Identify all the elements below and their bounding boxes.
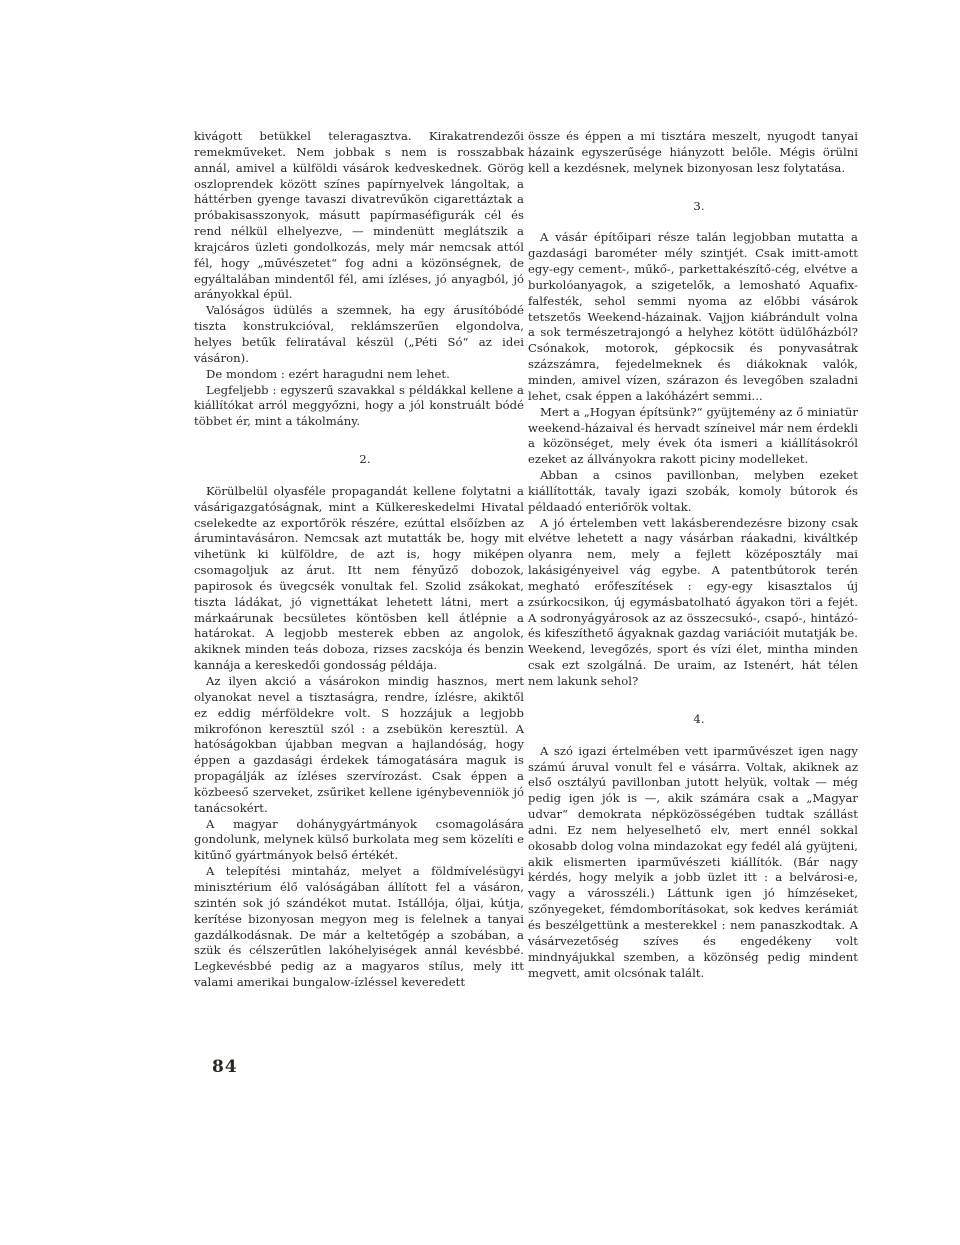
paragraph: Legfeljebb : egyszerű szavakkal s példákkal kellene a kiállítókat arról meggyőzni, hogy a jól konstruált bódé többet ér, mint a tákolmány.: [194, 382, 524, 429]
section-heading-3: 3.: [693, 198, 705, 213]
page-number: 84: [212, 1057, 238, 1077]
paragraph: A szó igazi értelmében vett iparművészet igen nagy számú áruval vonult fel e vásárra. Voltak, akiknek az első osztályú pavillonban jutott helyük, voltak — még pedig igen jók is —, akik számára csak a „Magyar udvar“ demokrata népközösségében tudtak szállást adni. Ez nem helyeselhető elv, mert ennél sokkal okosabb dolog volna mindazokat egy fedél alá gyüjteni, akik elismerten iparművészeti kiállítók. (Bár nagy kérdés, hogy melyik a jobb üzlet itt : a belvárosi-e, vagy a városszéli.) Láttunk igen jó hímzéseket, szőnyegeket, fémdomborításokat, sok kedves kerámiát és beszélgettünk a mesterekkel : nem panaszkodtak. A vásárvezetőség szíves és engedékeny volt mindnyájukkal szemben, a közönség pedig mindent megvett, amit olcsónak talált.: [528, 743, 858, 980]
paragraph: Az ilyen akció a vásárokon mindig hasznos, mert olyanokat nevel a tisztaságra, rendre, ízlésre, akiktől ez eddig mérföldekre volt. S hozzájuk a legjobb mikrofónon keresztül szól : a zsebükön keresztül. A hatóságokban újabban megvan a hajlandóság, hogy éppen a gazdasági érdekek támogatására maguk is propagálják az ízléses szervírozást. Csak éppen a közbeeső szerveket, zsűriket kellene igénybevenniök jó tanácsokért.: [194, 674, 524, 815]
paragraph: Mert a „Hogyan építsünk?“ gyüjtemény az ő miniatür weekend-házaival és hervadt színeivel már nem érdekli a közönséget, mely évek óta ismeri a kiállításokról ezeket az állványokra rakott piciny modelleket.: [528, 404, 858, 467]
paragraph: A magyar dohánygyártmányok csomagolására gondolunk, melynek külső burkolata meg sem közelíti e kitűnő gyártmányok belső értékét.: [194, 816, 524, 863]
paragraph: A jó értelemben vett lakásberendezésre bizony csak elvétve lehetett a nagy vásárban ráakadni, kiváltkép olyanra nem, mely a fejlett középosztály mai lakásigényeivel vág egybe. A patentbútorok terén megható erőfeszítések : egy-egy kisasztalos új zsúrkocsikon, új egymásbatolható ágyakon töri a fejét. A sodronyágyárosok az az összecsukó-, csapó-, hintázó- és kifeszíthető ágyaknak gazdag variációit mutatják be. Weekend, levegőzés, sport és vízi élet, mintha minden csak ezt szolgálná. De uraim, az Istenért, hát télen nem lakunk sehol?: [528, 515, 858, 688]
section-heading-4: 4.: [693, 711, 705, 726]
paragraph: kivágott betükkel teleragasztva. Kirakatrendezői remekműveket. Nem jobbak s nem is rosszabbak annál, amivel a külföldi vásárok kedveskednek. Görög oszloprendek között színes papírnyelvek lángoltak, a háttérben gyenge tavaszi divatrevűkön cigarettáztak a próbakisasszonyok, másutt papírmaséfigurák cél és rend nélkül elhelyezve, — mindenütt meglátszik a krajcáros üzleti gondolkozás, mely már nemcsak attól fél, hogy „művészetet“ fog adni a közönségnek, de egyáltalában mindentől fél, ami ízléses, jó anyagból, jó arányokkal épül.: [194, 129, 524, 302]
paragraph: De mondom : ezért haragudni nem lehet.: [206, 366, 450, 381]
paragraph: Abban a csinos pavillonban, melyben ezeket kiállították, tavaly igazi szobák, komoly bútorok és példaadó enteriőrök voltak.: [528, 468, 858, 514]
paragraph: össze és éppen a mi tisztára meszelt, nyugodt tanyai házaink egyszerűsége hiányzott belőle. Mégis örülni kell a kezdésnek, melynek bizonyosan lesz folytatása.: [528, 129, 858, 175]
paragraph: Valóságos üdülés a szemnek, ha egy árusítóbódé tiszta konstrukcióval, reklámszerűen elgondolva, helyes betűk feliratával készül („Péti Só“ az idei vásáron).: [194, 303, 524, 365]
paragraph: A telepítési mintaház, melyet a földmívelésügyi minisztérium élő valóságában állított fel a vásáron, szintén sok jó szándékot mutat. Istállója, óljai, kútja, kerítése bizonyosan megyon meg is felelnek a tanyai gazdálkodásnak. De már a keltetőgép a szobában, a szük és célszerűtlen lakóhelyiségek annál kevésbbé. Legkevésbbé pedig az a magyaros stílus, mely itt valami amerikai bungalow-ízléssel keveredett: [194, 864, 524, 990]
paragraph: Körülbelül olyasféle propagandát kellene folytatni a vásárigazgatóságnak, mint a Külkereskedelmi Hivatal cselekedte az exportőrök részére, ezúttal elsőízben az árumintavásáron. Nemcsak azt mutatták be, hogy mit vihetünk ki külföldre, de azt is, hogy miképen csomagoljuk az árut. Itt nem fényűző dobozok, papirosok és üvegcsék vonultak fel. Szolid zsákokat, tiszta ládákat, jó vignettákat lehetett látni, mert a márkaárunak becsületes köntösben kell átlépnie a határokat. A legjobb mesterek ebben az angolok, akiknek minden teás doboza, rizses zacskója és benzin kannája a kereskedői gondosság példája.: [194, 483, 524, 673]
left-column: [194, 129, 524, 991]
section-heading-2: 2.: [359, 452, 371, 467]
paragraph: A vásár építőipari része talán legjobban mutatta a gazdasági barométer mély szintjét. Csak imitt-amott egy-egy cement-, műkő-, parkettakészítő-cég, elvétve a burkolóanyagok, a szigetelők, a lemosható Aquafix-falfesték, sehol semmi nyoma az előbbi vásárok tetszetős Weekend-házainak. Vajjon kiábrándult volna a sok természetrajongó a helyhez kötött üdülőházból? Csónakok, motorok, gépkocsik és ponyvasátrak százszámra, fejedelmeknek és diákoknak valók, minden, amivel vízen, szárazon és levegőben szaladni lehet, csak éppen a lakóházért semmi...: [528, 230, 858, 403]
right-column: [528, 129, 858, 981]
